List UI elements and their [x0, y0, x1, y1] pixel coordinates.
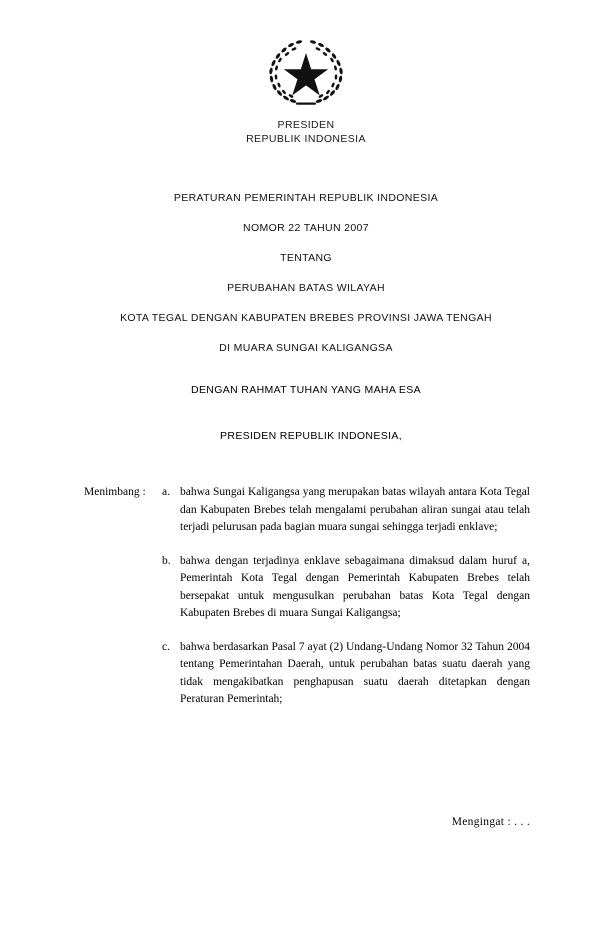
title-subject-line-3: DI MUARA SUNGAI KALIGANGSA [219, 342, 393, 354]
emblem-container [0, 0, 612, 110]
consideration-marker-c: c. [162, 640, 170, 653]
garuda-star-wreath-icon [260, 34, 352, 110]
blessing-line: DENGAN RAHMAT TUHAN YANG MAHA ESA [191, 384, 421, 396]
consideration-marker-a: a. [162, 486, 170, 498]
consideration-item-a [84, 484, 530, 537]
page-continuation-note: Mengingat : . . . [451, 816, 530, 828]
title-regulation-type: PERATURAN PEMERINTAH REPUBLIK INDONESIA [173, 192, 439, 204]
document-title-block [0, 192, 612, 354]
consideration-item-c [84, 639, 530, 709]
considerations-label: Menimbang : [84, 486, 146, 498]
consideration-text-c: bahwa berdasarkan Pasal 7 ayat (2) Undang-Undang Nomor 32 Tahun 2004 tentang Pemerintahan Daerah, untuk perubahan batas suatu daerah yang tidak mengakibatkan penghapusan suatu daerah ditetapkan dengan Peraturan Pemerintah; [180, 640, 530, 705]
caption-presiden: PRESIDEN [277, 119, 335, 131]
caption-republik-indonesia: REPUBLIK INDONESIA [246, 133, 366, 145]
considerations-section [0, 484, 612, 709]
title-subject-line-1: PERUBAHAN BATAS WILAYAH [227, 282, 385, 294]
title-tentang: TENTANG [280, 252, 332, 264]
title-subject-line-2: KOTA TEGAL DENGAN KABUPATEN BREBES PROVINSI JAWA TENGAH [120, 312, 492, 324]
consideration-text-b: bahwa dengan terjadinya enklave sebagaimana dimaksud dalam huruf a, Pemerintah Kota Tegal dengan Pemerintah Kabupaten Brebes telah bersepakat untuk mengusulkan perubahan batas Kota Tegal dengan Kabupaten Brebes di muara Sungai Kaligangsa; [180, 554, 530, 619]
consideration-marker-b: b. [162, 554, 171, 567]
consideration-text-a: bahwa Sungai Kaligangsa yang merupakan batas wilayah antara Kota Tegal dan Kabupaten Brebes telah mengalami perubahan aliran sungai atau telah terjadi pelurusan pada bagian muara sungai sehingga terjadi enklave; [180, 486, 530, 533]
consideration-item-b [84, 553, 530, 623]
authority-line: PRESIDEN REPUBLIK INDONESIA, [220, 430, 402, 442]
emblem-caption [0, 118, 612, 146]
title-number-year: NOMOR 22 TAHUN 2007 [243, 222, 369, 234]
